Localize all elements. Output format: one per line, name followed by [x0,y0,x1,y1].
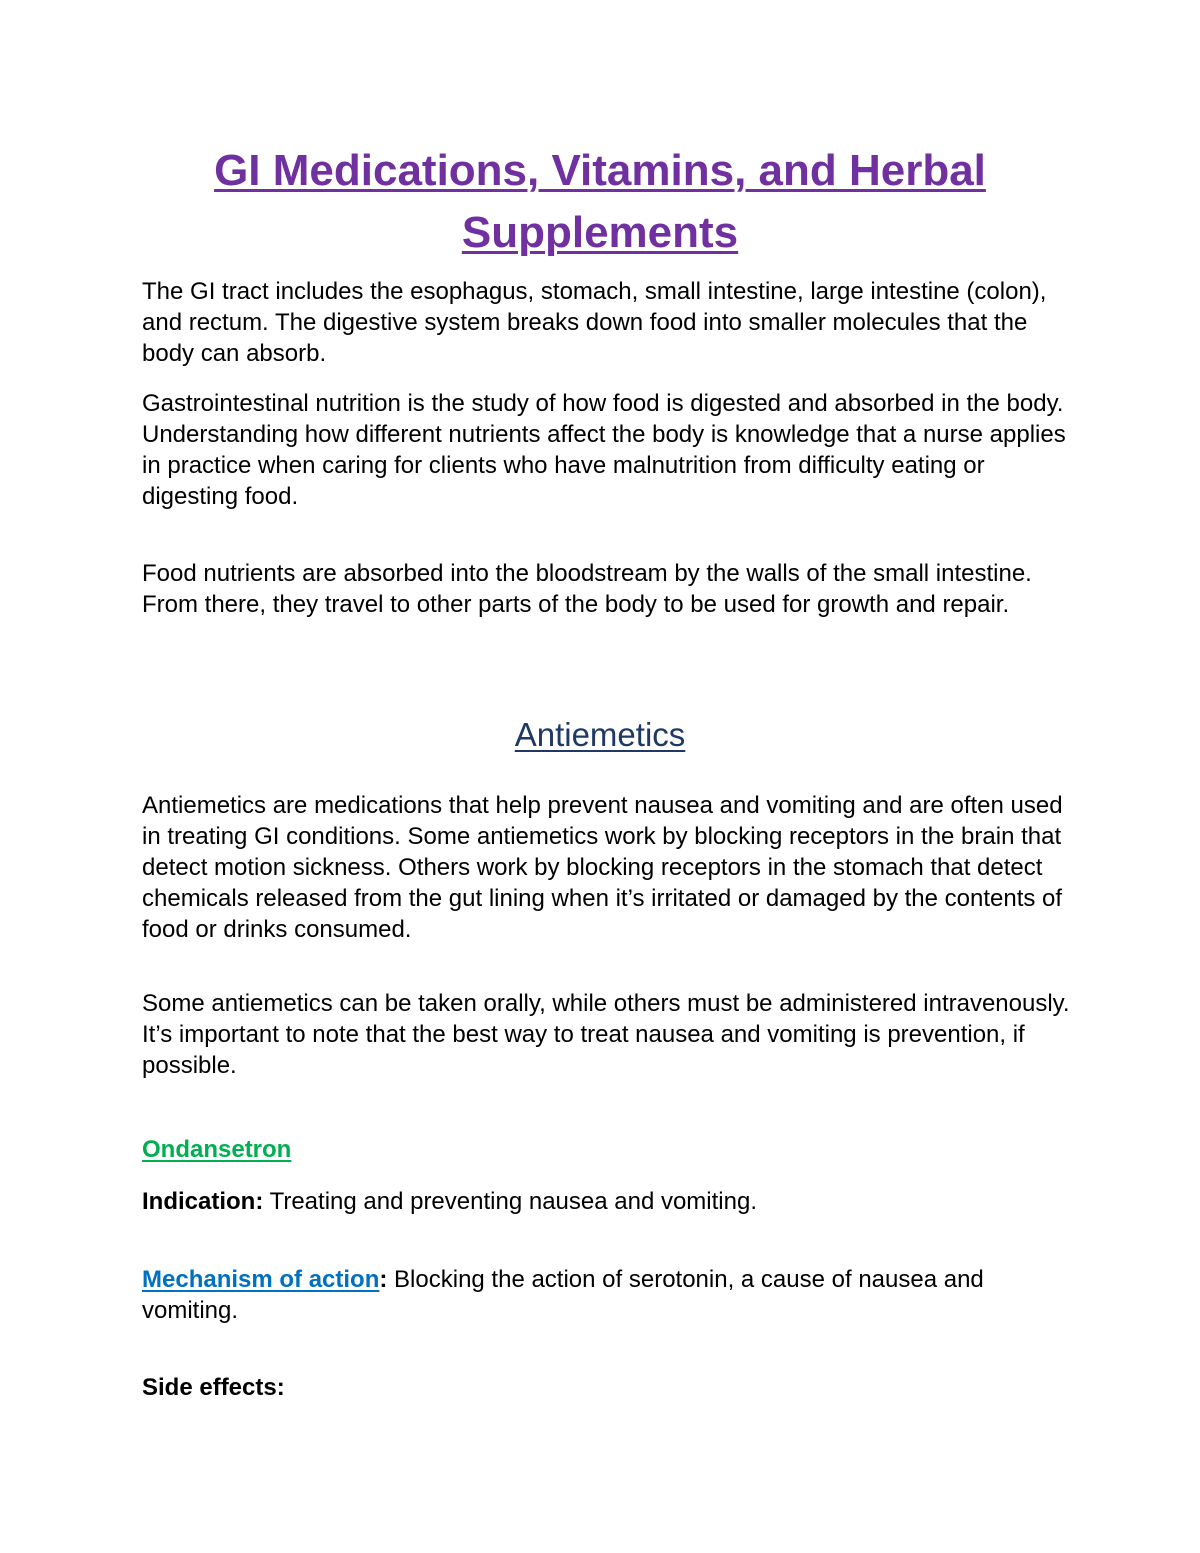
indication-line [142,1186,1072,1217]
mechanism-line [142,1264,1072,1326]
side-effects-label: Side effects: [142,1374,285,1401]
drug-name-ondansetron: Ondansetron [142,1136,292,1163]
antiemetics-paragraph-1: Antiemetics are medications that help prevent nausea and vomiting and are often used in treating GI conditions. Some antiemetics work by blocking receptors in the brain that detect motion sickness. Others work by blocking receptors in the stomach that detect chemicals released from the gut lining when it’s irritated or damaged by the contents of food or drinks consumed. [142,792,1063,943]
document-title: GI Medications, Vitamins, and Herbal Supplements [214,146,986,257]
mechanism-label: Mechanism of action [142,1266,380,1293]
intro-paragraph-2: Gastrointestinal nutrition is the study of how food is digested and absorbed in the body. Understanding how different nutrients affect the body is knowledge that a nurse applies in practice when caring for clients who have malnutrition from difficulty eating or digesting food. [142,390,1066,510]
antiemetics-paragraph-2: Some antiemetics can be taken orally, while others must be administered intravenously. It’s important to note that the best way to treat nausea and vomiting is prevention, if possible. [142,990,1070,1079]
indication-text: Treating and preventing nausea and vomiting. [263,1188,757,1215]
mechanism-text: Blocking the action of serotonin, a cause of nausea and vomiting. [142,1266,984,1324]
indication-label: Indication: [142,1188,264,1215]
intro-paragraph-1: The GI tract includes the esophagus, stomach, small intestine, large intestine (colon), and rectum. The digestive system breaks down food into smaller molecules that the body can absorb. [142,278,1047,367]
section-heading-antiemetics: Antiemetics [514,716,686,753]
mechanism-colon: : [379,1266,388,1293]
intro-paragraph-3: Food nutrients are absorbed into the bloodstream by the walls of the small intestine. From there, they travel to other parts of the body to be used for growth and repair. [142,560,1032,618]
